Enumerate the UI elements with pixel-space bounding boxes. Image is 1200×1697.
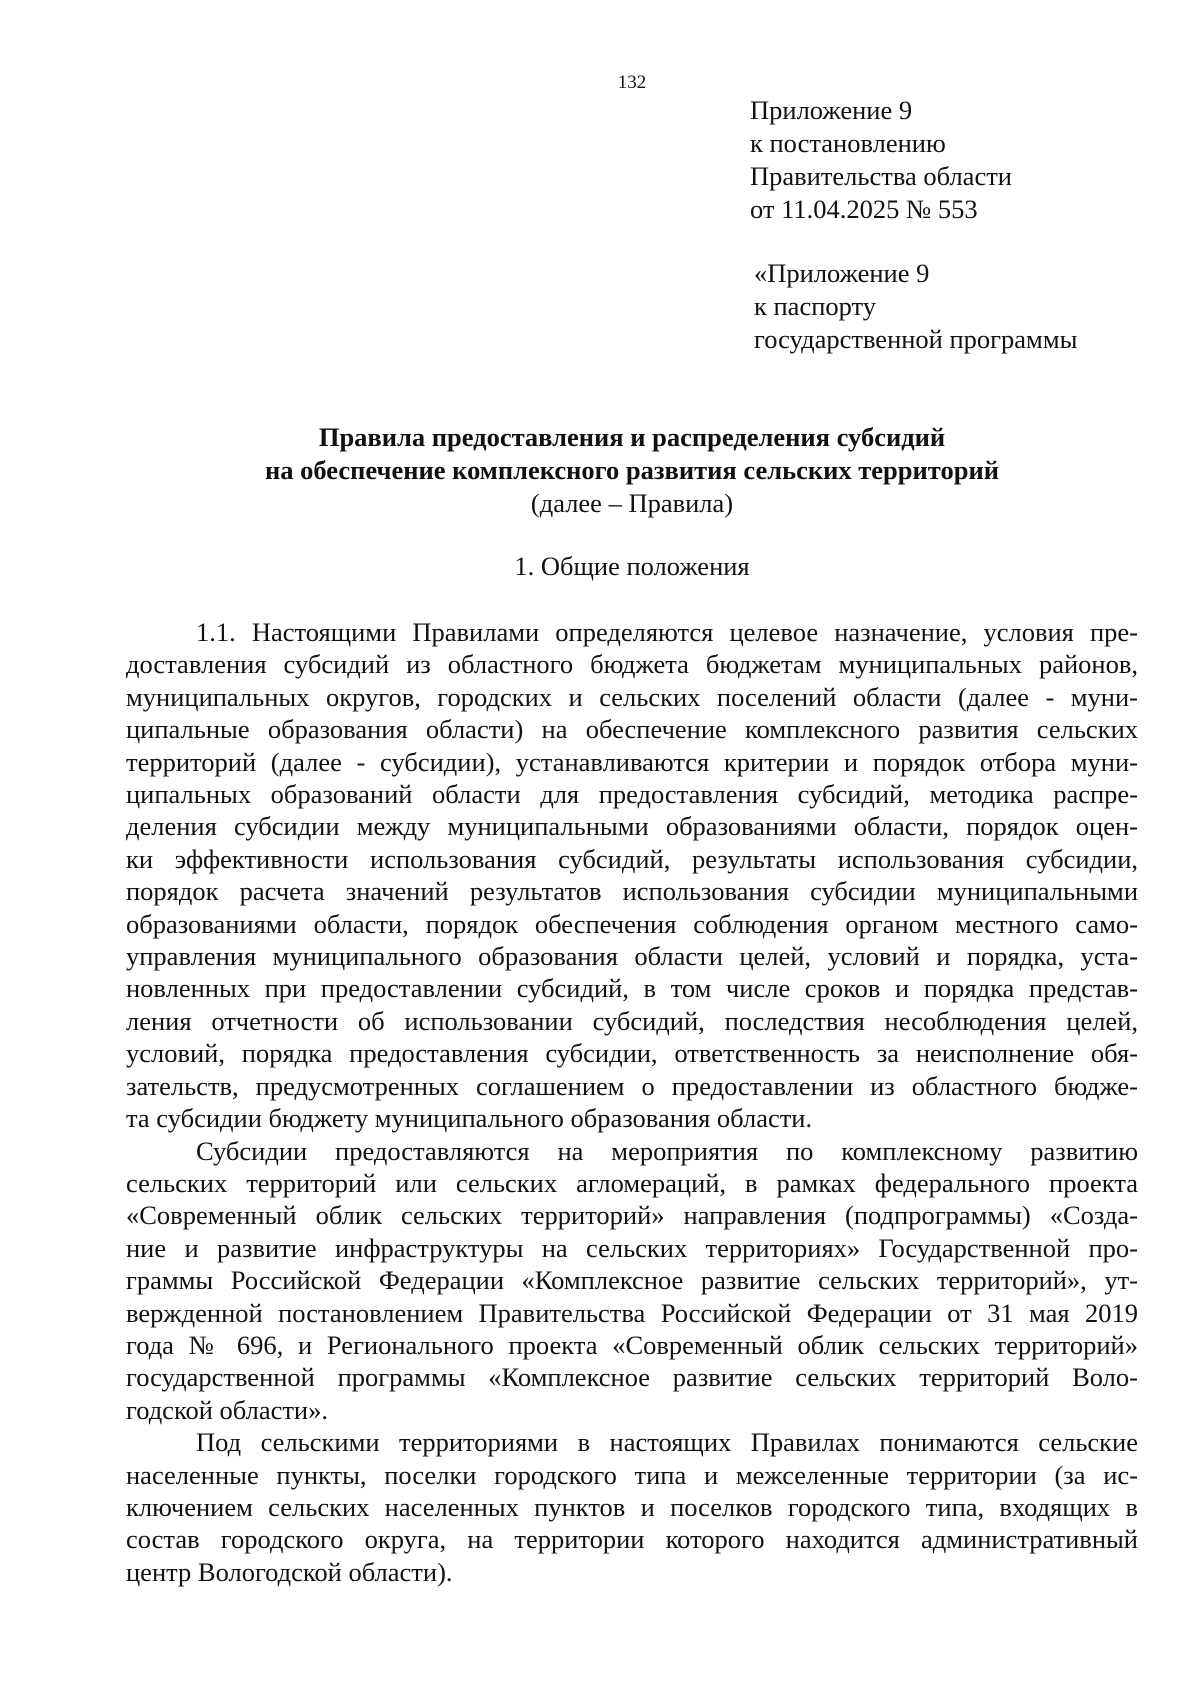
document-title: [0, 421, 1200, 520]
paragraph-line: сельских территорий или сельских агломераций, в рамках федерального проекта: [126, 1167, 1138, 1198]
paragraph-line: территорий (далее - субсидии), устанавливаются критерии и порядок отбора муни-: [126, 746, 1138, 777]
paragraph-line: года № 696, и Регионального проекта «Современный облик сельских территорий»: [126, 1329, 1138, 1360]
appendix-header-line: от 11.04.2025 № 553: [750, 194, 978, 224]
appendix-header: [750, 94, 1012, 226]
paragraph-line: государственной программы «Комплексное развитие сельских территорий Воло-: [126, 1362, 1138, 1393]
paragraph-line: ки эффективности использования субсидий, результаты использования субсидии,: [126, 843, 1138, 874]
paragraph-line: ципальных образований области для предоставления субсидий, методика распре-: [126, 779, 1138, 810]
paragraph-3: [126, 1426, 1138, 1588]
paragraph-line: условий, порядка предоставления субсидии, ответственность за неисполнение обя-: [126, 1038, 1138, 1069]
appendix-quote-line: «Приложение 9: [754, 258, 930, 288]
paragraph-line: ления отчетности об использовании субсидий, последствия несоблюдения целей,: [126, 1005, 1138, 1036]
paragraph-line: Субсидии предоставляются на мероприятия по комплексному развитию: [196, 1135, 1138, 1166]
paragraph-line: ние и развитие инфраструктуры на сельских территориях» Государственной про-: [126, 1232, 1138, 1263]
paragraph-line: управления муниципального образования области целей, условий и порядка, уста-: [126, 941, 1138, 972]
paragraph-line: «Современный облик сельских территорий» направления (подпрограммы) «Созда-: [126, 1200, 1138, 1231]
paragraph-line: деления субсидии между муниципальными образованиями области, порядок оцен-: [126, 811, 1138, 842]
paragraph-line: 1.1. Настоящими Правилами определяются целевое назначение, условия пре-: [196, 617, 1138, 647]
paragraph-line: образованиями области, порядок обеспечения соблюдения органом местного само-: [126, 908, 1138, 939]
appendix-quote-line: государственной программы: [754, 324, 1078, 354]
title-line-1: Правила предоставления и распределения субсидий: [318, 422, 946, 452]
paragraph-line: Под сельскими территориями в настоящих Правилах понимаются сельские: [196, 1427, 1138, 1458]
paragraph-line: состав городского округа, на территории которого находится административный: [126, 1524, 1138, 1555]
paragraph-line: годской области».: [126, 1394, 328, 1425]
paragraph-line: зательств, предусмотренных соглашением о предоставлении из областного бюдже-: [126, 1070, 1138, 1101]
paragraph-line: новленных при предоставлении субсидий, в том числе сроков и порядка представ-: [126, 973, 1138, 1004]
paragraph-2: [126, 1135, 1138, 1427]
paragraph-line: ципальные образования области) на обеспечение комплексного развития сельских: [126, 714, 1138, 745]
title-line-3: (далее – Правила): [530, 488, 734, 518]
paragraph-line: порядок расчета значений результатов использования субсидии муниципальными: [126, 876, 1138, 907]
appendix-header-line: Правительства области: [750, 161, 1012, 191]
paragraph-line: муниципальных округов, городских и сельских поселений области (далее - муни-: [126, 681, 1138, 712]
body-text: [126, 616, 1138, 1588]
paragraph-1: [126, 616, 1138, 1135]
title-line-2: на обеспечение комплексного развития сельских территорий: [265, 455, 999, 485]
appendix-quote: [754, 257, 1077, 356]
page-number: 132: [617, 72, 647, 93]
paragraph-line: та субсидии бюджету муниципального образования области.: [126, 1103, 813, 1134]
section-heading: 1. Общие положения: [514, 551, 750, 581]
appendix-header-line: к постановлению: [750, 128, 946, 158]
paragraph-line: доставления субсидий из областного бюджета бюджетам муниципальных районов,: [126, 649, 1138, 680]
appendix-header-line: Приложение 9: [750, 95, 913, 125]
appendix-quote-line: к паспорту: [754, 291, 877, 321]
paragraph-line: граммы Российской Федерации «Комплексное развитие сельских территорий», ут-: [126, 1265, 1138, 1296]
paragraph-line: населенные пункты, поселки городского типа и межселенные территории (за ис-: [126, 1459, 1138, 1490]
paragraph-line: ключением сельских населенных пунктов и поселков городского типа, входящих в: [126, 1491, 1138, 1522]
paragraph-line: центр Вологодской области).: [126, 1556, 453, 1587]
paragraph-line: вержденной постановлением Правительства Российской Федерации от 31 мая 2019: [126, 1297, 1138, 1328]
